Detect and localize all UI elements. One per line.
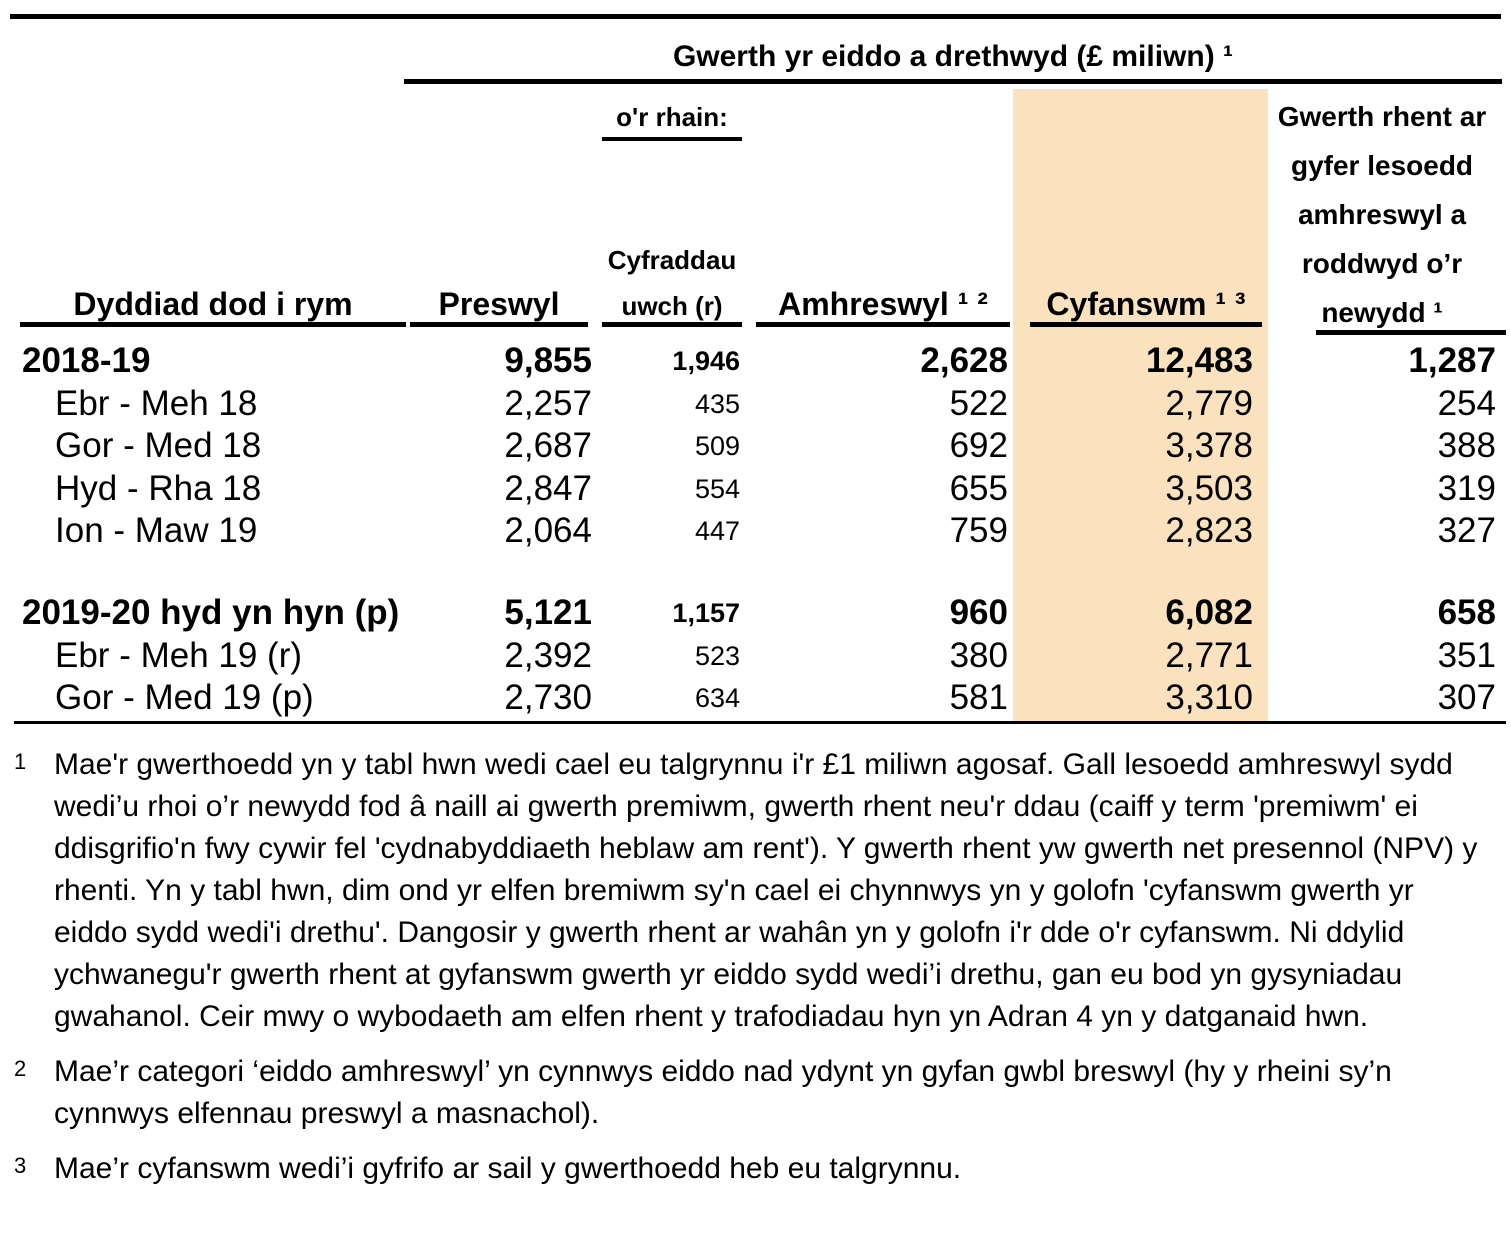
cell-amhreswyl: 581 [949, 678, 1008, 717]
column-header-rhent [1262, 92, 1502, 337]
cell-cyfanswm: 12,483 [1145, 341, 1253, 380]
cell-preswyl: 2,257 [504, 384, 592, 423]
cell-preswyl: 2,730 [504, 678, 592, 717]
table-title: Gwerth yr eiddo a drethwyd (£ miliwn) ¹ [404, 40, 1502, 84]
row-label: 2018-19 [22, 341, 151, 380]
cell-gwerth-rhent: 327 [1437, 511, 1496, 550]
table-row [0, 425, 1511, 467]
footnotes [14, 744, 1506, 1203]
column-header-amhreswyl: Amhreswyl ¹ ² [778, 286, 988, 322]
footnote-2 [14, 1051, 1506, 1135]
cell-cyfanswm: 6,082 [1165, 593, 1253, 632]
footnote-marker: 3 [14, 1153, 27, 1178]
table-row [0, 340, 1511, 382]
table-row [0, 635, 1511, 677]
of-which-label: o'r rhain: [602, 102, 742, 141]
row-label: Hyd - Rha 18 [55, 469, 262, 508]
cell-cyfraddau-uwch: 1,157 [672, 598, 740, 628]
header-rule-cyfraddau [602, 322, 742, 327]
column-header-preswyl: Preswyl [438, 286, 560, 322]
cell-amhreswyl: 655 [949, 469, 1008, 508]
cell-cyfanswm: 3,378 [1165, 426, 1253, 465]
cell-amhreswyl: 2,628 [920, 341, 1008, 380]
cell-preswyl: 2,847 [504, 469, 592, 508]
cell-gwerth-rhent: 351 [1437, 636, 1496, 675]
cell-cyfanswm: 2,771 [1165, 636, 1253, 675]
table-row [0, 592, 1511, 634]
top-rule [10, 14, 1501, 19]
row-label: Gor - Med 19 (p) [55, 678, 314, 717]
row-label: Ion - Maw 19 [55, 511, 258, 550]
table-row [0, 510, 1511, 552]
rhent-header-line: Gwerth rhent ar [1277, 101, 1487, 132]
cell-amhreswyl: 960 [949, 593, 1008, 632]
header-rule-rhent [1316, 330, 1506, 335]
cell-preswyl: 2,687 [504, 426, 592, 465]
cell-cyfraddau-uwch: 523 [694, 641, 740, 671]
footnote-marker: 2 [14, 1056, 27, 1081]
cell-gwerth-rhent: 658 [1437, 593, 1496, 632]
rhent-header-line: gyfer lesoedd [1290, 150, 1474, 181]
cell-cyfanswm: 3,503 [1165, 469, 1253, 508]
rhent-header-line: roddwyd o’r [1301, 248, 1463, 279]
cell-amhreswyl: 380 [949, 636, 1008, 675]
column-header-cyfraddau-line2: uwch (r) [621, 291, 723, 321]
cell-cyfraddau-uwch: 509 [694, 431, 740, 461]
column-header-date: Dyddiad dod i rym [73, 286, 353, 322]
rhent-header-line: newydd ¹ [1321, 297, 1443, 328]
header-rule-preswyl [410, 322, 588, 327]
footnote-text: Mae’r categori ‘eiddo amhreswyl’ yn cynnwys eiddo nad ydynt yn gyfan gwbl breswyl (hy y rheini sy’n cynnwys elfennau preswyl a masnachol). [54, 1055, 1392, 1130]
row-label: Gor - Med 18 [55, 426, 262, 465]
cell-cyfraddau-uwch: 634 [694, 683, 740, 713]
cell-gwerth-rhent: 1,287 [1408, 341, 1496, 380]
cell-amhreswyl: 759 [949, 511, 1008, 550]
cell-cyfanswm: 2,779 [1165, 384, 1253, 423]
bottom-rule [14, 721, 1506, 724]
row-label: 2019-20 hyd yn hyn (p) [22, 593, 400, 632]
footnote-text: Mae'r gwerthoedd yn y tabl hwn wedi cael eu talgrynnu i'r £1 miliwn agosaf. Gall lesoedd amhreswyl sydd wedi’u rhoi o’r newydd fod â naill ai gwerth premiwm, gwerth rhent neu'r ddau (caiff y term 'premiwm' ei ddisgrifio'n fwy cywir fel 'cydnabyddiaeth heblaw am rent'). Y gwerth rhent yw gwerth net presennol (NPV) y rhenti. Yn y tabl hwn, dim ond yr elfen bremiwm sy'n cael ei chynnwys yn y golofn 'cyfanswm gwerth yr eiddo sydd wedi'i drethu'. Dangosir y gwerth rhent ar wahân yn y golofn i'r dde o'r cyfanswm. Ni ddylid ychwanegu'r gwerth rhent at gyfanswm gwerth yr eiddo sydd wedi’i drethu, gan eu bod yn gysyniadau gwahanol. Ceir mwy o wybodaeth am elfen rhent y trafodiadau hyn yn Adran 4 yn y datganaid hwn. [54, 748, 1478, 1033]
footnote-text: Mae’r cyfanswm wedi’i gyfrifo ar sail y gwerthoedd heb eu talgrynnu. [54, 1152, 962, 1185]
footnote-3 [14, 1148, 1506, 1190]
cell-gwerth-rhent: 319 [1437, 469, 1496, 508]
table-row [0, 677, 1511, 719]
cell-cyfraddau-uwch: 1,946 [672, 346, 740, 376]
row-label: Ebr - Meh 18 [55, 384, 258, 423]
cell-gwerth-rhent: 388 [1437, 426, 1496, 465]
cell-preswyl: 2,392 [504, 636, 592, 675]
header-rule-amhreswyl [756, 322, 1010, 327]
cell-cyfraddau-uwch: 447 [694, 516, 740, 546]
cell-gwerth-rhent: 254 [1437, 384, 1496, 423]
cell-cyfraddau-uwch: 554 [694, 474, 740, 504]
table-row [0, 383, 1511, 425]
cell-gwerth-rhent: 307 [1437, 678, 1496, 717]
header-rule-date [20, 322, 406, 327]
column-header-cyfanswm: Cyfanswm ¹ ³ [1046, 286, 1246, 322]
rhent-header-line: amhreswyl a [1297, 199, 1467, 230]
table-row [0, 468, 1511, 510]
cell-cyfanswm: 2,823 [1165, 511, 1253, 550]
cell-preswyl: 5,121 [504, 593, 592, 632]
row-label: Ebr - Meh 19 (r) [55, 636, 302, 675]
footnote-marker: 1 [14, 749, 27, 774]
cell-cyfanswm: 3,310 [1165, 678, 1253, 717]
header-rule-cyfanswm [1030, 322, 1262, 327]
cell-preswyl: 9,855 [504, 341, 592, 380]
cell-amhreswyl: 522 [949, 384, 1008, 423]
column-header-cyfraddau-line1: Cyfraddau [607, 245, 737, 275]
footnote-1 [14, 744, 1506, 1038]
cell-preswyl: 2,064 [504, 511, 592, 550]
cell-amhreswyl: 692 [949, 426, 1008, 465]
cell-cyfraddau-uwch: 435 [694, 389, 740, 419]
